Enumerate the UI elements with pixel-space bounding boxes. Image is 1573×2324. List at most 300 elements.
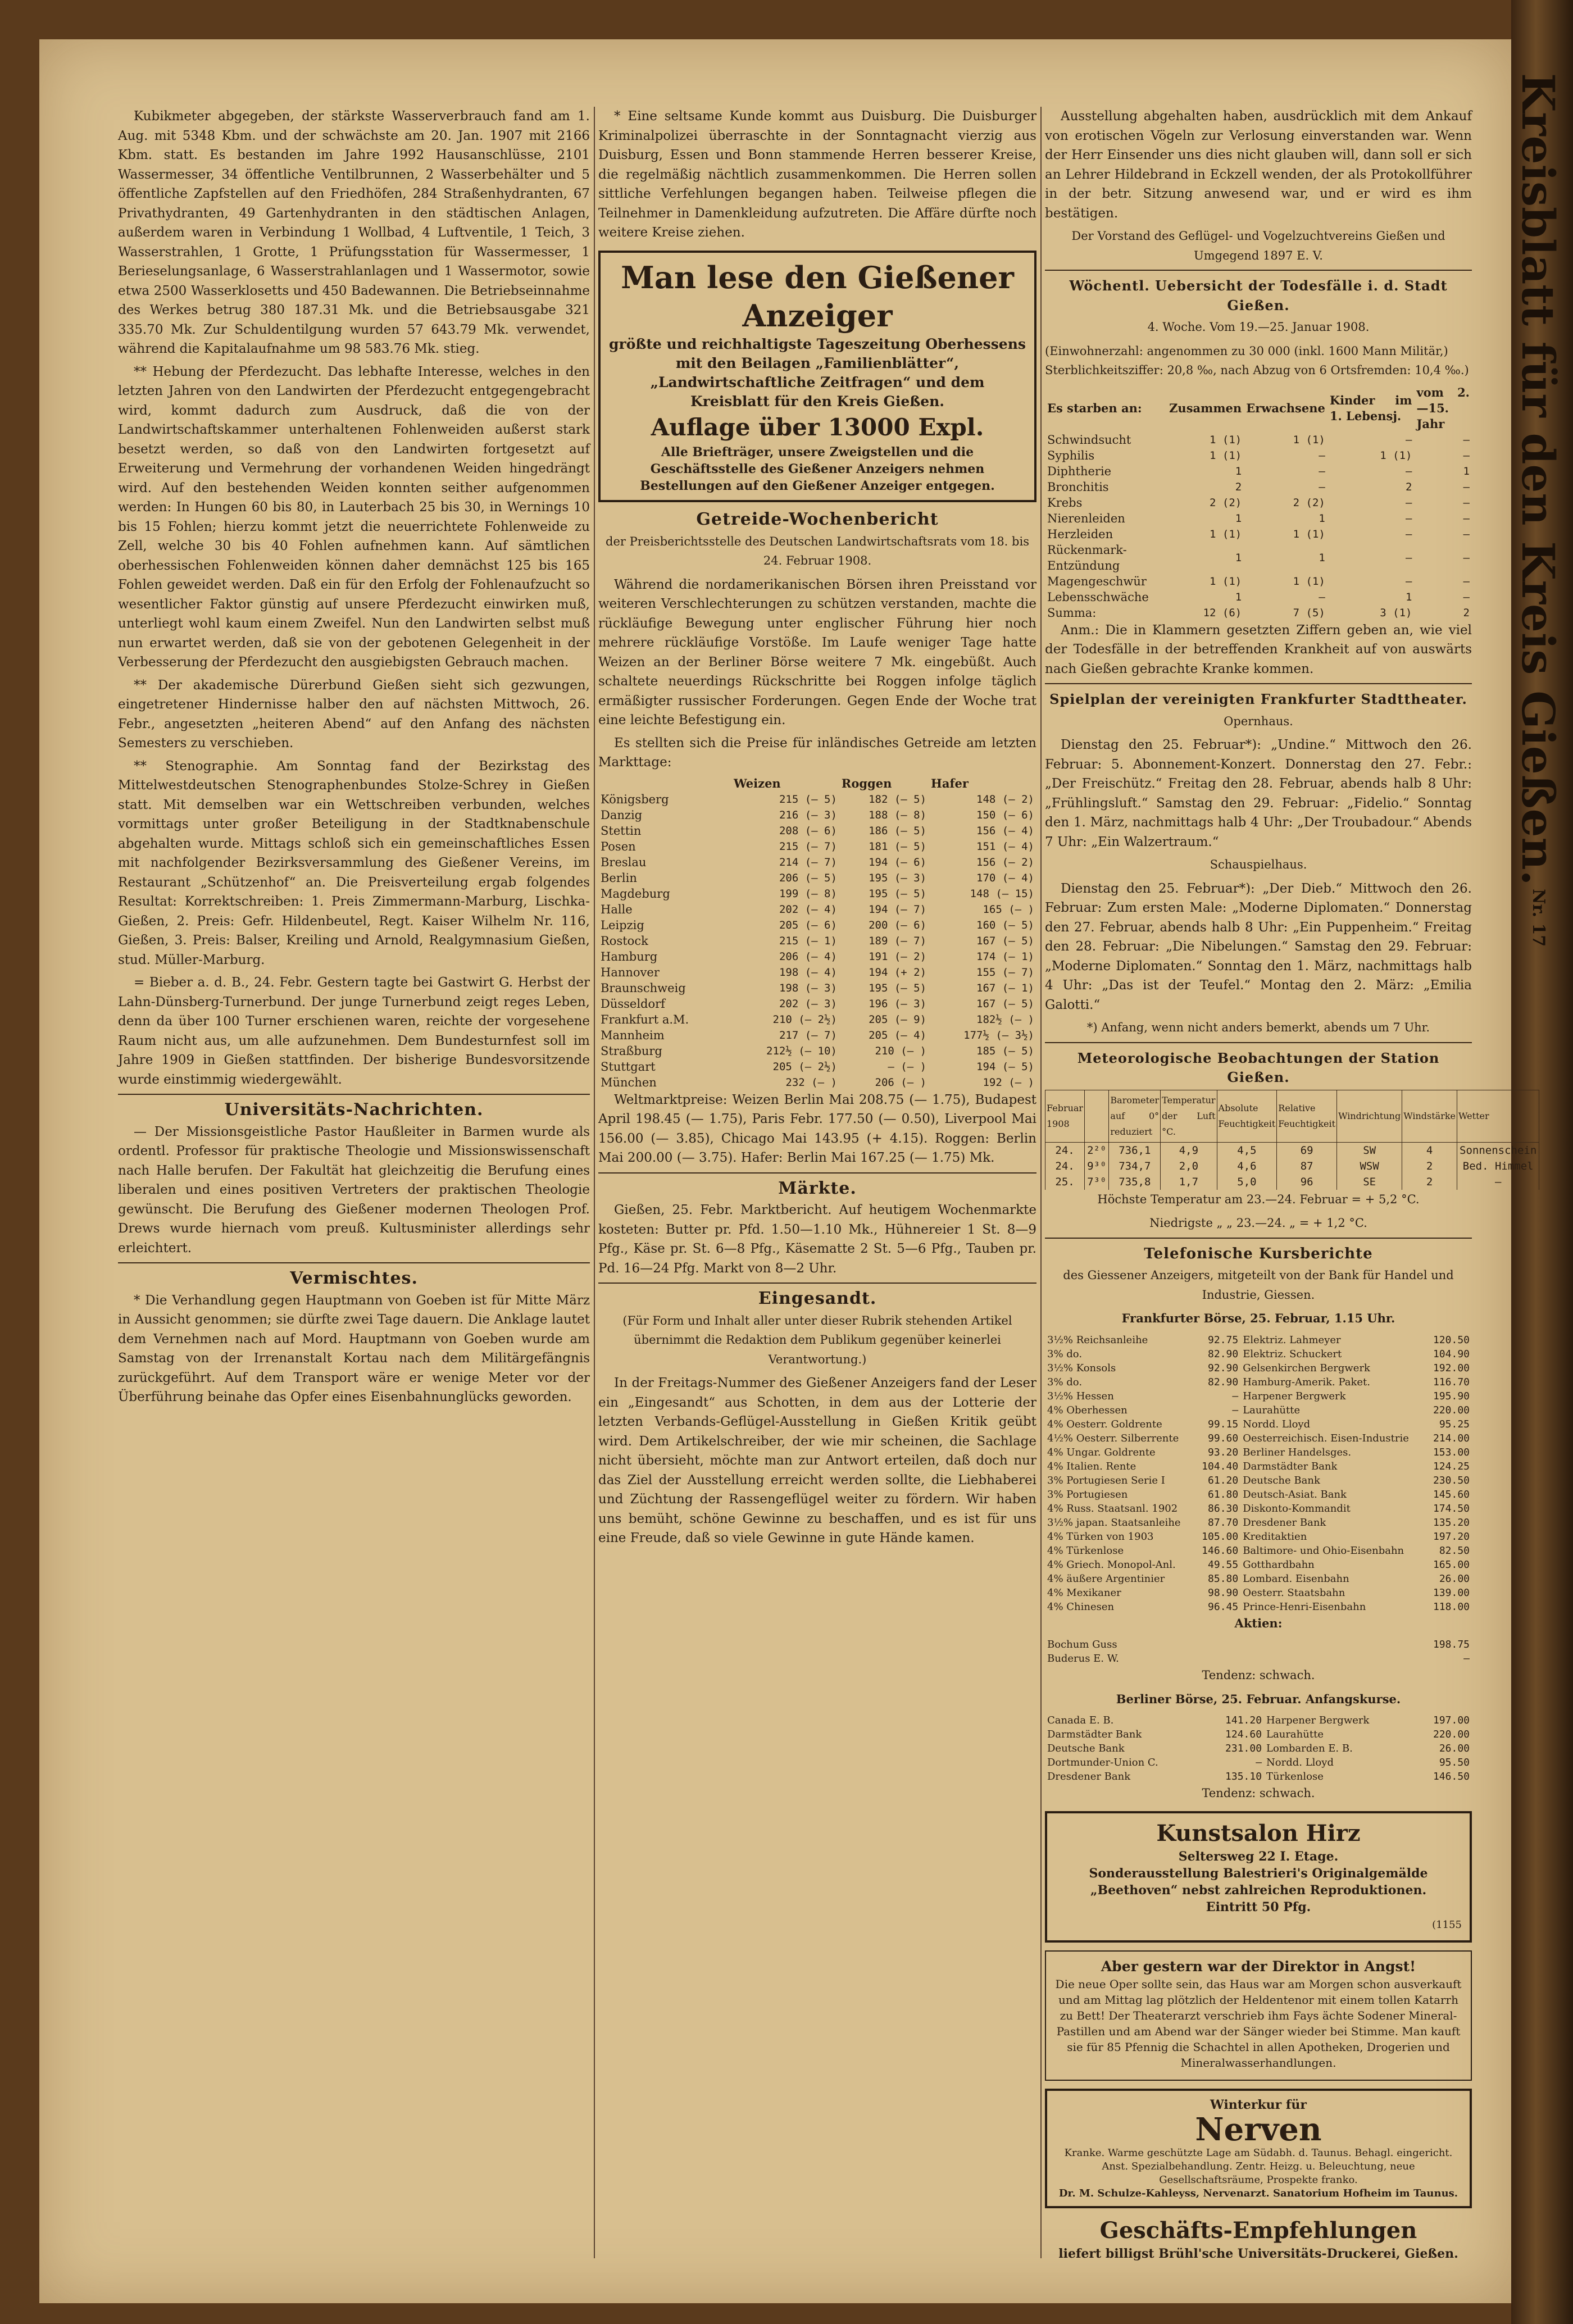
weather-header: Februar 1908 — [1045, 1090, 1085, 1142]
grain-cell: 148 (— 15) — [970, 887, 1034, 900]
ad-business-sub: liefert billigst Brühl'sche Universitäts-Druckerei, Gießen. — [1058, 2246, 1458, 2261]
issue-number: Nr. 17 — [1529, 889, 1548, 947]
grain-cell: Königsberg — [601, 792, 669, 806]
weather-cell: 69 — [1277, 1142, 1337, 1158]
death-cell: 1 — [1235, 512, 1242, 525]
quote-cell: 118.00 — [1433, 1600, 1470, 1613]
quote-cell: Elektriz. Schuckert — [1243, 1348, 1342, 1360]
weather-cell: 734,7 — [1109, 1158, 1161, 1174]
death-cell: 2 — [1235, 480, 1242, 493]
weather-header: Windstärke — [1402, 1090, 1457, 1142]
quote-cell: Diskonto-Kommandit — [1243, 1502, 1351, 1515]
weather-cell: 735,8 — [1109, 1174, 1161, 1190]
table-header: Weizen — [733, 776, 781, 790]
grain-cell: 198 (— 4) — [779, 966, 837, 979]
grain-cell: 206 (— 4) — [779, 950, 837, 963]
ad-line: größte und reichhaltigste Tageszeitung Oberhessens — [609, 335, 1026, 352]
grain-cell: Stuttgart — [601, 1059, 656, 1074]
divider — [598, 1172, 1036, 1174]
quote-row — [1045, 1347, 1472, 1361]
death-cell: — — [1463, 449, 1470, 462]
trend: Tendenz: schwach. — [1202, 1786, 1315, 1800]
grain-cell: Magdeburg — [601, 886, 670, 901]
quote-cell: 220.00 — [1433, 1729, 1470, 1740]
grain-cell: 199 (— 8) — [779, 887, 837, 900]
grain-cell: 216 (— 3) — [779, 808, 837, 821]
quote-cell: 4% äußere Argentinier — [1047, 1572, 1165, 1585]
quote-cell: 3% Portugiesen Serie I — [1047, 1474, 1165, 1486]
quote-cell: 92.75 — [1208, 1334, 1239, 1346]
death-cell: 1 (1) — [1210, 449, 1242, 462]
weather-cell: 2,0 — [1161, 1158, 1217, 1174]
quote-cell: Prince-Henri-Eisenbahn — [1243, 1600, 1366, 1613]
grain-cell: 186 (— 5) — [869, 824, 927, 837]
grain-cell: 151 (— 4) — [976, 840, 1034, 853]
death-cell: — — [1463, 575, 1470, 588]
grain-row — [598, 839, 1036, 854]
table-header: Roggen — [841, 776, 892, 790]
death-cell: — — [1463, 496, 1470, 509]
quote-row — [1045, 1502, 1472, 1516]
grain-cell: 232 (— ) — [785, 1076, 837, 1089]
quote-cell: 198.75 — [1433, 1639, 1470, 1650]
grain-row — [598, 1027, 1036, 1043]
death-cell: — — [1319, 465, 1325, 477]
quote-row — [1045, 1600, 1472, 1614]
grain-row — [598, 980, 1036, 996]
death-row — [1045, 605, 1472, 621]
quote-cell: 197.20 — [1433, 1530, 1470, 1543]
grain-cell: Danzig — [601, 808, 643, 822]
quote-cell: Dresdener Bank — [1047, 1771, 1131, 1782]
grain-cell: 205 (— 9) — [869, 1013, 927, 1026]
quote-cell: 3% do. — [1047, 1376, 1083, 1388]
quote-cell: 61.80 — [1208, 1488, 1239, 1500]
grain-row — [598, 792, 1036, 807]
column-rule — [594, 107, 595, 2258]
quote-cell: Buderus E. W. — [1047, 1653, 1119, 1664]
weather-cell: 24. — [1045, 1158, 1085, 1174]
death-cell: — — [1463, 551, 1470, 564]
quote-row — [1045, 1389, 1472, 1403]
quote-cell: 82.90 — [1208, 1376, 1239, 1388]
death-cell: 1 (1) — [1210, 433, 1242, 446]
shares-table — [1045, 1638, 1472, 1666]
quote-cell: 145.60 — [1433, 1488, 1470, 1500]
weather-row — [1045, 1158, 1539, 1174]
quote-cell: Canada E. B. — [1047, 1714, 1114, 1726]
quote-cell: 85.80 — [1208, 1572, 1239, 1585]
column-3 — [1045, 107, 1537, 2261]
table-header — [598, 776, 731, 792]
grain-cell: Mannheim — [601, 1028, 665, 1042]
weather-cell: 2 — [1402, 1174, 1457, 1190]
grain-row — [598, 902, 1036, 917]
grain-cell: 206 (— ) — [875, 1076, 927, 1089]
weather-cell: 24. — [1045, 1142, 1085, 1158]
quote-cell: 195.90 — [1433, 1390, 1470, 1402]
death-cell: 1 (1) — [1293, 575, 1325, 588]
quote-cell: Hamburg-Amerik. Paket. — [1243, 1376, 1371, 1388]
table-header: Zusammen — [1169, 401, 1242, 415]
weather-header: Windrichtung — [1337, 1090, 1402, 1142]
theater-note: *) Anfang, wenn nicht anders bemerkt, abends um 7 Uhr. — [1086, 1021, 1430, 1034]
weather-cell: 4 — [1402, 1142, 1457, 1158]
death-cell: — — [1463, 512, 1470, 525]
death-cell: 1 — [1463, 465, 1470, 477]
article-duisburg: * Eine seltsame Kunde kommt aus Duisburg. Die Duisburger Kriminalpolizei überraschte in der Sonntagnacht vierzig aus Duisburg, Essen und Bonn stammende Herren besserer Kreise, die regelmäßig nächtlich zusammenkommen. Die Herren sollen sittliche Verfehlungen begangen haben. Teilweise pflegen die Teilnehmer in Damenkleidung aufzutreten. Die Affäre dürfte noch weitere Kreise ziehen. — [598, 109, 1036, 240]
grain-cell: 215 (— 7) — [779, 840, 837, 853]
death-cell: — — [1463, 433, 1470, 446]
grain-row — [598, 933, 1036, 949]
weather-cell: 4,5 — [1217, 1142, 1277, 1158]
grain-cell: 155 (— 7) — [976, 966, 1034, 979]
grain-cell: 205 (— 4) — [869, 1029, 927, 1042]
grain-cell: Stettin — [601, 824, 642, 838]
subheading-deaths: 4. Woche. Vom 19.—25. Januar 1908. — [1147, 320, 1370, 334]
quote-cell: 214.00 — [1433, 1432, 1470, 1444]
quote-cell: Bochum Guss — [1047, 1639, 1117, 1650]
ad-business-title: Geschäfts-Empfehlungen — [1099, 2217, 1417, 2244]
grain-cell: 185 (— 5) — [976, 1044, 1034, 1057]
heading-stock-quotes: Telefonische Kursberichte — [1144, 1245, 1373, 1262]
weather-row — [1045, 1142, 1539, 1158]
grain-cell: 212½ (— 10) — [766, 1044, 837, 1057]
quote-cell: 104.40 — [1202, 1460, 1239, 1472]
quote-row — [1045, 1473, 1472, 1488]
deaths-note: Anm.: Die in Klammern gesetzten Ziffern geben an, wie viel der Todesfälle in der betreffenden Krankheit auf von auswärts nach Gießen gebrachte Kranke kommen. — [1045, 622, 1472, 676]
grain-cell: 167 (— 1) — [976, 981, 1034, 994]
quote-cell: Nordd. Lloyd — [1266, 1757, 1334, 1768]
death-row — [1045, 463, 1472, 479]
divider — [1045, 270, 1472, 271]
death-cell: Bronchitis — [1047, 480, 1109, 494]
quote-row — [1045, 1572, 1472, 1586]
death-cell: 1 — [1235, 590, 1242, 603]
grain-cell: 210 (— ) — [875, 1044, 927, 1057]
quote-cell: Baltimore- und Ohio-Eisenbahn — [1243, 1544, 1404, 1557]
grain-cell: 156 (— 4) — [976, 824, 1034, 837]
weather-cell: 87 — [1277, 1158, 1337, 1174]
quote-cell: 192.00 — [1433, 1362, 1470, 1374]
grain-cell: 205 (— 2½) — [772, 1060, 837, 1073]
weather-header: Temperatur der Luft °C. — [1161, 1090, 1217, 1142]
article-duererbund: ** Der akademische Dürerbund Gießen sieht sich gezwungen, eingetretener Hindernisse halber den auf nächsten Mittwoch, 26. Febr., angesetzten „heiteren Abend“ auf den Anfang des nächsten Semesters zu verschieben. — [118, 677, 590, 751]
weather-cell: 7³⁰ — [1085, 1174, 1109, 1190]
table-header: Erwachsene — [1246, 401, 1325, 415]
quote-cell: Gelsenkirchen Bergwerk — [1243, 1362, 1370, 1374]
column-1 — [118, 107, 590, 2258]
ad-title: Man lese den Gießener Anzeiger — [621, 259, 1014, 334]
ad-line: mit den Beilagen „Familienblätter“, „Landwirtschaftliche Zeitfragen“ und dem Kreisblatt für den Kreis Gießen. — [650, 354, 985, 410]
divider — [598, 1282, 1036, 1284]
quote-cell: 4% Mexikaner — [1047, 1586, 1121, 1599]
quote-row — [1045, 1638, 1472, 1652]
divider — [1045, 1042, 1472, 1043]
quote-cell: 99.60 — [1208, 1432, 1239, 1444]
death-cell: — — [1406, 527, 1412, 540]
quote-row — [1045, 1713, 1472, 1727]
ad-text: Kranke. Warme geschützte Lage am Südabh. d. Taunus. Behagl. eingericht. Anst. Spezialbehandlung. Zentr. Heizg. u. Beleuchtung, neue Gesellschaftsräume, Prospekte franko. — [1064, 2146, 1453, 2186]
weather-cell: Sonnenschein — [1457, 1142, 1539, 1158]
quote-cell: — — [1232, 1390, 1239, 1402]
ad-line: Sonderausstellung Balestrieri's Originalgemälde — [1089, 1866, 1428, 1881]
death-cell: Schwindsucht — [1047, 433, 1131, 447]
grain-cell: 198 (— 3) — [779, 981, 837, 994]
weather-cell: 5,0 — [1217, 1174, 1277, 1190]
grain-cell: 195 (— 5) — [869, 981, 927, 994]
quote-cell: 3½% japan. Staatsanleihe — [1047, 1516, 1181, 1529]
ad-circulation: Auflage über 13000 Expl. — [651, 413, 984, 441]
article-bieber: = Bieber a. d. B., 24. Febr. Gestern tagte bei Gastwirt G. Herbst der Lahn-Dünsberg-Turnerbund. Der junge Turnerbund zeigt reges Leben, denn da über 100 Turner erschienen waren, reichte der vorgesehene Raum nicht aus, um alle aufzunehmen. Dem Bundesturnfest soll im Jahre 1909 in Gießen stattfinden. Der bisherige Bundesvorsitzende wurde einstimmig wiedergewählt. — [118, 975, 590, 1087]
death-cell: — — [1463, 527, 1470, 540]
quote-cell: 4% Türken von 1903 — [1047, 1530, 1154, 1543]
grain-cell: 215 (— 5) — [779, 793, 837, 806]
quote-cell: 4% Italien. Rente — [1047, 1460, 1136, 1472]
death-cell: 7 (5) — [1293, 606, 1325, 619]
grain-row — [598, 1012, 1036, 1027]
weather-row — [1045, 1174, 1539, 1190]
subheading-stock-quotes: des Giessener Anzeigers, mitgeteilt von der Bank für Handel und Industrie, Giessen. — [1063, 1268, 1454, 1302]
article-grain: Während die nordamerikanischen Börsen ihren Preisstand vor weiteren Verschlechterungen zu schützen verstanden, machte die rückläufige Bewegung unter englischer Führung hier noch mehrere rückläufige Vorstöße. Im Laufe weniger Tage hatte Weizen an der Berliner Börse weitere 7 Mk. eingebüßt. Auch schaltete neuerdings Rückschritte bei Roggen infolge täglich ermäßigter russischer Forderungen. Gegen Ende der Woche trat eine leichte Befestigung ein. — [598, 577, 1036, 727]
quote-cell: Elektriz. Lahmeyer — [1243, 1334, 1341, 1346]
quote-row — [1045, 1417, 1472, 1431]
death-cell: 1 (1) — [1293, 527, 1325, 540]
grain-row — [598, 1043, 1036, 1059]
frankfurt-quotes-table — [1045, 1333, 1472, 1614]
grain-cell: 156 (— 2) — [976, 856, 1034, 868]
min-temperature: Niedrigste „ „ 23.—24. „ = + 1,2 °C. — [1149, 1216, 1367, 1230]
quote-cell: 124.25 — [1433, 1460, 1470, 1472]
grain-row — [598, 996, 1036, 1012]
berlin-exchange: Berliner Börse, 25. Februar. Anfangskurse. — [1116, 1691, 1401, 1706]
death-row — [1045, 542, 1472, 574]
weather-header: Barometer auf 0° reduziert — [1109, 1090, 1161, 1142]
quote-cell: 197.00 — [1433, 1714, 1470, 1726]
weather-table — [1045, 1090, 1539, 1190]
grain-cell: 167 (— 5) — [976, 934, 1034, 947]
quote-cell: 93.20 — [1208, 1446, 1239, 1458]
quote-cell: Dortmunder-Union C. — [1047, 1757, 1158, 1768]
death-cell: Lebensschwäche — [1047, 590, 1149, 604]
death-cell: — — [1406, 465, 1412, 477]
disclaimer: (Für Form und Inhalt aller unter dieser Rubrik stehenden Artikel übernimmt die Redaktion dem Publikum gegenüber keinerlei Verantwortung.) — [622, 1313, 1012, 1366]
shares-label: Aktien: — [1234, 1616, 1283, 1630]
weather-cell: 2 — [1402, 1158, 1457, 1174]
death-row — [1045, 479, 1472, 495]
ad-title: Aber gestern war der Direktor in Angst! — [1101, 1958, 1416, 1975]
opera-schedule: Dienstag den 25. Februar*): „Undine.“ Mittwoch den 26. Februar: 5. Abonnement-Konzert. Donnerstag den 27. Febr.: „Der Freischütz.“ Freitag den 28. Februar, abends halb 8 Uhr: „Frühlingsluft.“ Samstag den 29. Februar: „Fidelio.“ Sonntag den 1. März, nachmittags halb 4 Uhr: „Der Troubadour.“ Abends 7 Uhr: „Ein Walzertraum.“ — [1045, 738, 1472, 849]
ad-address: Seltersweg 22 I. Etage. — [1178, 1849, 1339, 1864]
heading-university: Universitäts-Nachrichten. — [224, 1100, 484, 1120]
quote-cell: 165.00 — [1433, 1558, 1470, 1571]
weather-cell: 4,9 — [1161, 1142, 1217, 1158]
grain-cell: Straßburg — [601, 1044, 662, 1058]
weather-cell: 1,7 — [1161, 1174, 1217, 1190]
death-row — [1045, 495, 1472, 511]
quote-row — [1045, 1445, 1472, 1459]
divider — [118, 1094, 590, 1095]
column-2 — [598, 107, 1036, 2258]
death-cell: — — [1463, 480, 1470, 493]
grain-cell: 182 (— 5) — [869, 793, 927, 806]
quote-row — [1045, 1431, 1472, 1445]
population-info: (Einwohnerzahl: angenommen zu 30 000 (inkl. 1600 Mann Militär,) Sterblichkeitsziffer: 20,8 ‰, nach Abzug von 6 Ortsfremden: 10,4 ‰.) — [1045, 344, 1469, 377]
grain-cell: Rostock — [601, 934, 648, 948]
death-cell: — — [1463, 590, 1470, 603]
quote-cell: 95.25 — [1439, 1418, 1470, 1430]
grain-cell: 214 (— 7) — [779, 856, 837, 868]
death-cell: 1 (1) — [1380, 449, 1412, 462]
weather-cell: SW — [1337, 1142, 1402, 1158]
weather-cell: SE — [1337, 1174, 1402, 1190]
grain-cell: 160 (— 5) — [976, 918, 1034, 931]
weather-cell: — — [1457, 1174, 1539, 1190]
quote-cell: — — [1463, 1653, 1470, 1664]
quote-cell: 4% Griech. Monopol-Anl. — [1047, 1558, 1176, 1571]
quote-cell: Lombarden E. B. — [1266, 1743, 1353, 1754]
grain-cell: 165 (— ) — [983, 903, 1034, 916]
grain-table-caption: Es stellten sich die Preise für inländisches Getreide am letzten Markttage: — [598, 735, 1036, 770]
quote-cell: 4% Oesterr. Goldrente — [1047, 1418, 1162, 1430]
death-cell: Krebs — [1047, 495, 1083, 510]
quote-row — [1045, 1586, 1472, 1600]
ad-line: „Beethoven“ nebst zahlreichen Reproduktionen. — [1090, 1882, 1427, 1898]
grain-cell: 189 (— 7) — [869, 934, 927, 947]
quote-cell: 104.90 — [1433, 1348, 1470, 1360]
grain-cell: 191 (— 2) — [869, 950, 927, 963]
quote-cell: 124.60 — [1225, 1729, 1262, 1740]
article-poultry: Ausstellung abgehalten haben, ausdrücklich mit dem Ankauf von erotischen Vögeln zur Verlosung einverstanden war. Wenn der Herr Einsender uns dies nicht glauben will, dann soll er sich an Lehrer Hildebrand in Eckzell wenden, der als Protokollführer in der betr. Sitzung anwesend war, und er wird es ihm bestätigen. — [1045, 109, 1472, 221]
column-rule — [1040, 107, 1042, 2258]
table-header: Kinder im 1. Lebensj. — [1329, 393, 1412, 423]
death-row — [1045, 589, 1472, 605]
divider — [1045, 1238, 1472, 1239]
world-market-prices: Weltmarktpreise: Weizen Berlin Mai 208.75 (— 1.75), Budapest April 198.45 (— 1.75), Paris Febr. 177.50 (— 0.50), Liverpool Mai 156.00 (— 3.85), Chicago Mai 143.95 (+ 4.15). Roggen: Berlin Mai 200.00 (— 3.75). Hafer: Berlin Mai 167.25 (— 1.75) Mk. — [598, 1092, 1036, 1165]
quote-row — [1045, 1459, 1472, 1473]
death-cell: Nierenleiden — [1047, 511, 1125, 525]
grain-cell: 195 (— 3) — [869, 871, 927, 884]
death-cell: — — [1406, 551, 1412, 564]
quote-cell: Lombard. Eisenbahn — [1243, 1572, 1349, 1585]
grain-cell: 174 (— 1) — [976, 950, 1034, 963]
death-cell: 12 (6) — [1203, 606, 1242, 619]
grain-cell: 177½ (— 3½) — [963, 1029, 1034, 1042]
grain-row — [598, 949, 1036, 965]
frankfurt-exchange: Frankfurter Börse, 25. Februar, 1.15 Uhr. — [1121, 1311, 1395, 1325]
table-header: Hafer — [931, 776, 969, 790]
quote-cell: Darmstädter Bank — [1243, 1460, 1338, 1472]
quote-cell: 49.55 — [1208, 1558, 1239, 1571]
quote-cell: 3½% Hessen — [1047, 1390, 1114, 1402]
quote-row — [1045, 1516, 1472, 1530]
grain-cell: 205 (— 6) — [779, 918, 837, 931]
quote-cell: 3½% Konsols — [1047, 1362, 1116, 1374]
heading-grain-report: Getreide-Wochenbericht — [696, 510, 939, 529]
quote-cell: 153.00 — [1433, 1446, 1470, 1458]
quote-cell: 82.50 — [1439, 1544, 1470, 1557]
death-cell: — — [1319, 590, 1325, 603]
death-cell: 1 — [1319, 512, 1325, 525]
quote-cell: Darmstädter Bank — [1047, 1729, 1142, 1740]
quote-cell: 146.60 — [1202, 1544, 1239, 1557]
death-cell: 1 (1) — [1210, 527, 1242, 540]
divider — [118, 1262, 590, 1263]
theater-schedule: Dienstag den 25. Februar*): „Der Dieb.“ Mittwoch den 26. Februar: Zum ersten Male: „Moderne Diplomaten.“ Donnerstag den 27. Februar, abends halb 8 Uhr: „Ein Puppenheim.“ Freitag den 28. Februar: „Die Nibelungen.“ Samstag den 29. Februar: „Moderne Diplomaten.“ Sonntag den 1. März, nachmittags halb 4 Uhr: „Das ist der Teufel.“ Montag den 2. März: „Emilia Galotti.“ — [1045, 881, 1472, 1012]
weather-header: Wetter — [1457, 1090, 1539, 1142]
death-cell: Diphtherie — [1047, 464, 1112, 478]
weather-cell: Bed. Himmel — [1457, 1158, 1539, 1174]
table-header: vom 2.—15. Jahr — [1416, 385, 1470, 431]
grain-cell: 194 (— 5) — [976, 1060, 1034, 1073]
quote-cell: 135.20 — [1433, 1516, 1470, 1529]
death-cell: — — [1406, 496, 1412, 509]
quote-row — [1045, 1361, 1472, 1375]
quote-row — [1045, 1403, 1472, 1417]
grain-cell: 181 (— 5) — [869, 840, 927, 853]
grain-cell: 208 (— 6) — [779, 824, 837, 837]
quote-cell: 4% Ungar. Goldrente — [1047, 1446, 1156, 1458]
death-cell: 2 — [1463, 606, 1470, 619]
grain-cell: Halle — [601, 902, 633, 916]
quote-cell: 4% Russ. Staatsanl. 1902 — [1047, 1502, 1178, 1515]
masthead-vertical — [1512, 73, 1565, 947]
quote-cell: 98.90 — [1208, 1586, 1239, 1599]
quote-cell: — — [1232, 1404, 1239, 1416]
article-goeben: * Die Verhandlung gegen Hauptmann von Goeben ist für Mitte März in Aussicht genommen; sie dürfte zwei Tage dauern. Die Anklage lautet dem Vernehmen nach auf Mord. Hauptmann von Goeben wurde am Samstag von der Irrenanstalt Kortau nach dem Militärgefängnis zurückgeführt. Auf dem Transport wäre er wenige Meter vor der Überführung beinahe das Opfer eines Eisenbahnunglücks geworden. — [118, 1293, 590, 1404]
quote-cell: 26.00 — [1439, 1743, 1470, 1754]
grain-cell: 188 (— 8) — [869, 808, 927, 821]
ad-doctor: Dr. M. Schulze-Kahleyss, Nervenarzt. Sanatorium Hofheim im Taunus. — [1058, 2187, 1458, 2199]
quote-cell: Deutsch-Asiat. Bank — [1243, 1488, 1347, 1500]
weather-cell: 736,1 — [1109, 1142, 1161, 1158]
quote-row — [1045, 1530, 1472, 1544]
table-header: Es starben an: — [1047, 401, 1142, 415]
quote-row — [1045, 1375, 1472, 1389]
grain-row — [598, 854, 1036, 870]
death-cell: Syphilis — [1047, 448, 1095, 462]
grain-cell: 194 (— 6) — [869, 856, 927, 868]
death-cell: 3 (1) — [1380, 606, 1412, 619]
death-cell: Summa: — [1047, 606, 1097, 620]
grain-cell: Breslau — [601, 855, 647, 869]
grain-cell: 217 (— 7) — [779, 1029, 837, 1042]
grain-row — [598, 870, 1036, 886]
ad-kunstsalon — [1045, 1811, 1472, 1943]
article-waterworks: Kubikmeter abgegeben, der stärkste Wasserverbrauch fand am 1. Aug. mit 5348 Kbm. und der schwächste am 20. Jan. 1907 mit 2166 Kbm. statt. Es bestanden im Jahre 1992 Hausanschlüsse, 2101 Wassermesser, 34 öffentliche Ventilbrunnen, 2 Wasserbehälter und 5 öffentliche Zapfstellen auf den Friedhöfen, 284 Straßenhydranten, 67 Privathydranten, 49 Gartenhydranten in den städtischen Anlagen, außerdem waren in Verbindung 1 Wollbad, 4 Luftventile, 1 Teich, 3 Wasserstrahlen, 1 Grotte, 1 Prüfungsstation für Wassermesser, 1 Berieselungsanlage, 6 Wasserstrahlanlagen und 1 Wassermotor, sowie etwa 2500 Wasserklosetts und 450 Badewannen. Die Betriebseinnahme des Werkes betrug 380 187.31 Mk. und die Betriebsausgabe 321 335.70 Mk. Zur Schuldentilgung wurden 57 643.79 Mk. verwendet, während die Kapitalaufnahme um 98 583.76 Mk. stieg. — [118, 109, 590, 356]
quote-cell: Laurahütte — [1266, 1729, 1324, 1740]
masthead-title: Kreisblatt für den Kreis Gießen. — [1512, 73, 1565, 886]
quote-cell: Nordd. Lloyd — [1243, 1418, 1311, 1430]
grain-cell: 148 (— 2) — [976, 793, 1034, 806]
grain-cell: 194 (+ 2) — [869, 966, 927, 979]
ad-line: Winterkur für — [1210, 2098, 1307, 2112]
grain-cell: 196 (— 3) — [869, 997, 927, 1010]
death-row — [1045, 574, 1472, 589]
signature: Der Vorstand des Geflügel- und Vogelzuchtvereins Gießen und Umgegend 1897 E. V. — [1071, 229, 1445, 262]
quote-row — [1045, 1755, 1472, 1770]
death-cell: 1 — [1235, 551, 1242, 564]
death-cell: 1 (1) — [1293, 433, 1325, 446]
grain-cell: — (— ) — [888, 1060, 927, 1073]
quote-cell: 3% do. — [1047, 1348, 1083, 1360]
quote-cell: 92.90 — [1208, 1362, 1239, 1374]
article-university: — Der Missionsgeistliche Pastor Haußleiter in Barmen wurde als ordentl. Professor für praktische Theologie und Missionswissenschaft nach Halle berufen. Der Fakultät hat gleichzeitig die Berufung eines liberalen und eines positiven Vertreters der praktischen Theologie gewünscht. Die Berufung des Gießener modernen Theologen Prof. Drews wurde hiernach vom preuß. Kultusminister allerdings sehr erleichtert. — [118, 1124, 590, 1256]
quote-cell: Laurahütte — [1243, 1404, 1301, 1416]
quote-cell: 139.00 — [1433, 1586, 1470, 1599]
berlin-quotes-table — [1045, 1713, 1472, 1784]
quote-row — [1045, 1488, 1472, 1502]
